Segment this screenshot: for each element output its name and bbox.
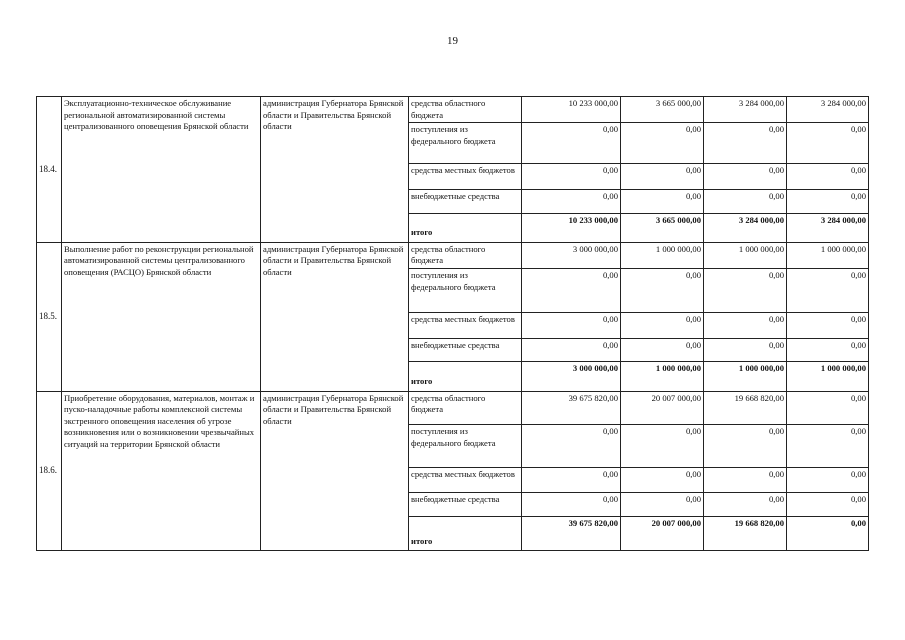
funding-source: поступления из федерального бюджета (409, 425, 522, 468)
amount-cell: 0,00 (522, 339, 621, 362)
funding-source: средства местных бюджетов (409, 163, 522, 189)
item-number: 18.4. (37, 97, 62, 243)
amount-cell: 20 007 000,00 (621, 391, 704, 424)
funding-source: итого (409, 362, 522, 391)
amount-cell: 1 000 000,00 (704, 362, 787, 391)
amount-cell: 0,00 (787, 425, 869, 468)
amount-cell: 0,00 (522, 190, 621, 213)
item-name: Приобретение оборудования, материалов, монтаж и пуско-наладочные работы комплексной системы экстренного оповещения населения об угрозе возникновения или о возникновении чрезвычайных ситуаций на территории Брянской области (62, 391, 261, 550)
amount-cell: 3 665 000,00 (621, 97, 704, 123)
amount-cell: 0,00 (522, 425, 621, 468)
amount-cell: 1 000 000,00 (787, 242, 869, 268)
amount-cell: 0,00 (522, 312, 621, 338)
amount-cell: 19 668 820,00 (704, 391, 787, 424)
amount-cell: 0,00 (787, 391, 869, 424)
amount-cell: 3 284 000,00 (787, 213, 869, 242)
funding-source: поступления из федерального бюджета (409, 123, 522, 164)
amount-cell: 19 668 820,00 (704, 517, 787, 551)
amount-cell: 3 000 000,00 (522, 242, 621, 268)
amount-cell: 0,00 (522, 467, 621, 492)
item-name: Выполнение работ по реконструкции региональной автоматизированной системы централизованного оповещения (РАСЦО) Брянской области (62, 242, 261, 391)
funding-source: средства местных бюджетов (409, 467, 522, 492)
amount-cell: 0,00 (787, 163, 869, 189)
funding-source: средства областного бюджета (409, 391, 522, 424)
amount-cell: 10 233 000,00 (522, 97, 621, 123)
amount-cell: 0,00 (704, 190, 787, 213)
amount-cell: 0,00 (704, 493, 787, 517)
page-number: 19 (447, 35, 458, 47)
amount-cell: 3 665 000,00 (621, 213, 704, 242)
funding-row (37, 391, 869, 424)
funding-source: внебюджетные средства (409, 493, 522, 517)
amount-cell: 0,00 (522, 493, 621, 517)
amount-cell: 0,00 (522, 163, 621, 189)
funding-source: итого (409, 517, 522, 551)
amount-cell: 39 675 820,00 (522, 391, 621, 424)
item-number: 18.5. (37, 242, 62, 391)
amount-cell: 0,00 (621, 163, 704, 189)
amount-cell: 1 000 000,00 (704, 242, 787, 268)
amount-cell: 0,00 (787, 493, 869, 517)
amount-cell: 3 284 000,00 (787, 97, 869, 123)
amount-cell: 0,00 (787, 269, 869, 313)
funding-source: средства областного бюджета (409, 97, 522, 123)
item-executor: администрация Губернатора Брянской области и Правительства Брянской области (261, 391, 409, 550)
funding-row (37, 97, 869, 123)
item-name: Эксплуатационно-техническое обслуживание региональной автоматизированной системы централизованного оповещения Брянской области (62, 97, 261, 243)
funding-source: средства областного бюджета (409, 242, 522, 268)
amount-cell: 0,00 (621, 123, 704, 164)
amount-cell: 39 675 820,00 (522, 517, 621, 551)
funding-source: средства местных бюджетов (409, 312, 522, 338)
amount-cell: 0,00 (787, 123, 869, 164)
amount-cell: 0,00 (522, 123, 621, 164)
amount-cell: 0,00 (787, 467, 869, 492)
amount-cell: 0,00 (522, 269, 621, 313)
amount-cell: 0,00 (621, 493, 704, 517)
item-number: 18.6. (37, 391, 62, 550)
funding-source: внебюджетные средства (409, 339, 522, 362)
funding-source: итого (409, 213, 522, 242)
amount-cell: 20 007 000,00 (621, 517, 704, 551)
amount-cell: 3 284 000,00 (704, 97, 787, 123)
amount-cell: 0,00 (787, 312, 869, 338)
amount-cell: 0,00 (704, 269, 787, 313)
item-executor: администрация Губернатора Брянской области и Правительства Брянской области (261, 242, 409, 391)
amount-cell: 0,00 (621, 425, 704, 468)
budget-table (36, 96, 869, 551)
amount-cell: 0,00 (704, 339, 787, 362)
amount-cell: 0,00 (704, 467, 787, 492)
amount-cell: 0,00 (787, 190, 869, 213)
amount-cell: 1 000 000,00 (787, 362, 869, 391)
amount-cell: 10 233 000,00 (522, 213, 621, 242)
amount-cell: 3 000 000,00 (522, 362, 621, 391)
amount-cell: 0,00 (621, 190, 704, 213)
item-executor: администрация Губернатора Брянской области и Правительства Брянской области (261, 97, 409, 243)
amount-cell: 0,00 (704, 123, 787, 164)
amount-cell: 1 000 000,00 (621, 362, 704, 391)
funding-source: внебюджетные средства (409, 190, 522, 213)
table-body (37, 97, 869, 551)
funding-source: поступления из федерального бюджета (409, 269, 522, 313)
funding-row (37, 242, 869, 268)
amount-cell: 0,00 (704, 163, 787, 189)
amount-cell: 0,00 (787, 339, 869, 362)
amount-cell: 0,00 (621, 467, 704, 492)
amount-cell: 3 284 000,00 (704, 213, 787, 242)
amount-cell: 0,00 (704, 425, 787, 468)
amount-cell: 0,00 (621, 312, 704, 338)
amount-cell: 0,00 (704, 312, 787, 338)
amount-cell: 0,00 (621, 339, 704, 362)
amount-cell: 0,00 (621, 269, 704, 313)
amount-cell: 1 000 000,00 (621, 242, 704, 268)
amount-cell: 0,00 (787, 517, 869, 551)
